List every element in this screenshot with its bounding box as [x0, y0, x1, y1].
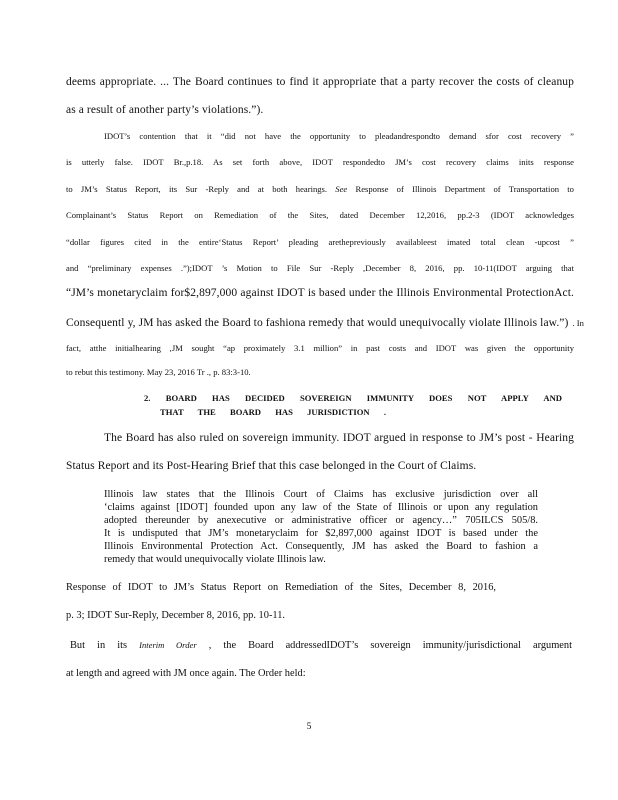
- block-quote-line: ‘claims against [IDOT] founded upon any law of the State of Illinois or upon any regulation: [104, 502, 538, 513]
- interim-order-title: Interim Order: [139, 640, 197, 650]
- body-line-1: deems appropriate. ... The Board continues to find it appropriate that a party recover the costs of cleanup: [66, 76, 574, 88]
- paragraph-line: is utterly false. IDOT Br.,p.18. As set forth above, IDOT respondedto JM’s cost recovery claims inits response: [66, 157, 574, 167]
- block-quote-line: Illinois law states that the Illinois Court of Claims has exclusive jurisdiction over all: [104, 489, 538, 500]
- block-quote-line: Illinois Environmental Protection Act. Consequently, JM has asked the Board to fashion a: [104, 541, 538, 552]
- paragraph-line: fact, atthe initialhearing ,JM sought “ap proximately 3.1 million” in past costs and IDOT was given the opportunity: [66, 343, 574, 353]
- paragraph-line: The Board has also ruled on sovereign immunity. IDOT argued in response to JM’s post - Hearing: [104, 432, 574, 444]
- page-number: 5: [306, 722, 312, 732]
- block-quote-line: adopted thereunder by anexecutive or administrative officer or agency…” 705ILCS 505/8.: [104, 515, 538, 526]
- paragraph-line: to rebut this testimony. May 23, 2016 Tr ., p. 83:3-10.: [66, 367, 251, 377]
- paragraph-line: at length and agreed with JM once again. The Order held:: [66, 668, 306, 679]
- citation-line: Response of IDOT to JM’s Status Report on Remediation of the Sites, December 8, 2016,: [66, 582, 496, 593]
- see-signal: See: [335, 184, 348, 194]
- paragraph-line: Complainant’s Status Report on Remediation of the Sites, dated December 12,2016, pp.2-3 (IDOT acknowledges: [66, 210, 574, 220]
- paragraph-line: and “preliminary expenses .”);IDOT ’s Motion to File Sur -Reply ,December 8, 2016, pp. 10-11(IDOT arguing that: [66, 263, 574, 273]
- citation-line: p. 3; IDOT Sur-Reply, December 8, 2016, pp. 10-11.: [66, 610, 286, 621]
- quoted-claim-line-2: Consequentl y, JM has asked the Board to fashiona remedy that would unequivocally violate Illinois law.”) . In: [66, 317, 584, 329]
- section-heading: 2. BOARD HAS DECIDED SOVEREIGN IMMUNITY DOES NOT APPLY AND: [144, 393, 562, 403]
- paragraph-line: IDOT’s contention that it “did not have the opportunity to pleadandrespondto demand sfor cost recovery ”: [104, 131, 574, 141]
- body-line-2: as a result of another party’s violations.”).: [66, 104, 264, 116]
- paragraph-line: “dollar figures cited in the entire‘Status Report’ pleading arethepreviously availableest imated total clean -upcost ”: [66, 237, 574, 247]
- section-heading-cont: THAT THE BOARD HAS JURISDICTION .: [160, 407, 386, 417]
- block-quote-line: remedy that would unequivocally violate Illinois law.: [104, 554, 326, 565]
- block-quote-line: It is undisputed that JM’s monetaryclaim for $2,897,000 against IDOT is based under the: [104, 528, 538, 539]
- paragraph-line: Status Report and its Post-Hearing Brief that this case belonged in the Court of Claims.: [66, 460, 477, 472]
- paragraph-line: to JM’s Status Report, its Sur -Reply and at both hearings. See Response of Illinois Department of Transportation to: [66, 184, 574, 194]
- quoted-claim-line-1: “JM’s monetaryclaim for$2,897,000 against IDOT is based under the Illinois Environmental ProtectionAct.: [66, 287, 574, 299]
- paragraph-line: But in its Interim Order , the Board addressedIDOT’s sovereign immunity/jurisdictional argument: [70, 640, 573, 651]
